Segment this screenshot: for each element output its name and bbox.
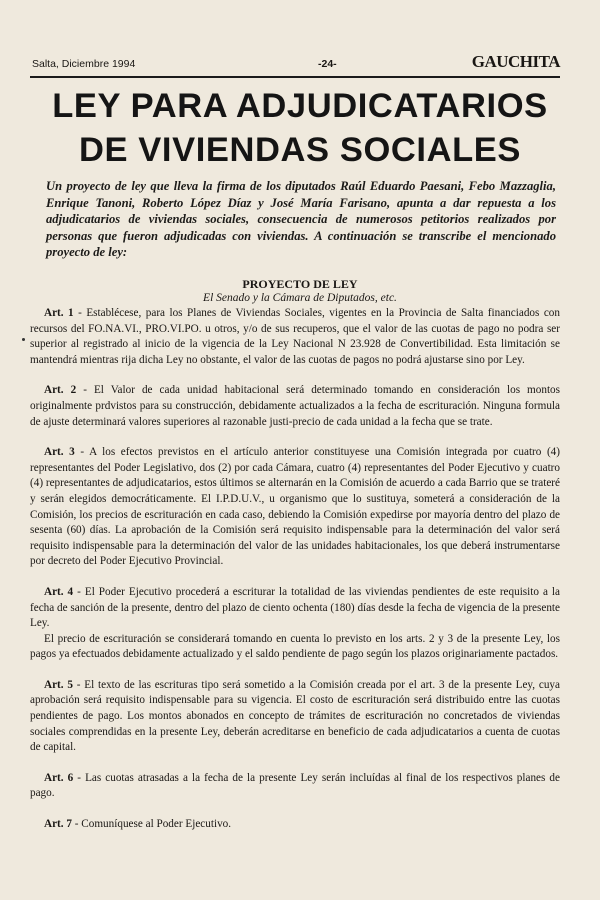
- page-number: -24-: [318, 58, 337, 70]
- page-header: [30, 52, 560, 78]
- ink-dot: [22, 338, 25, 341]
- label-separator: -: [71, 818, 82, 831]
- article-paragraph: [30, 678, 560, 756]
- headline-line-1: LEY PARA ADJUDICATARIOS: [52, 87, 548, 125]
- article-text: El precio de escrituración se considerará tomando en cuenta lo previsto en los arts. 2 y 3 de la presente Ley, los pagos ya efectuados debidamente actualizado y el saldo pendiente de pago según los plazos originariamente pactados.: [30, 632, 560, 661]
- article-paragraph: [30, 383, 560, 430]
- intro-paragraph: Un proyecto de ley que lleva la firma de los diputados Raúl Eduardo Paesani, Febo Mazzaglia, Enrique Tanoni, Roberto López Díaz y José María Farisano, apunta a dar repuesta a los adjudicatarios de viviendas sociales, consecuencia de numerosos petitorios realizados por personas que fueron adjudicadas con viviendas. A continuación se transcribe el mencionado proyecto de ley:: [46, 179, 556, 259]
- article: [30, 585, 560, 663]
- article-label: Art. 7: [44, 818, 72, 831]
- label-separator: -: [76, 384, 94, 397]
- article-label: Art. 2: [44, 384, 77, 397]
- label-separator: -: [73, 585, 85, 598]
- article: [30, 817, 560, 833]
- label-separator: -: [72, 678, 85, 691]
- newspaper-logo: GAUCHITA: [471, 52, 560, 71]
- label-separator: -: [74, 446, 90, 459]
- article-paragraph: [30, 771, 560, 802]
- article-label: Art. 1: [44, 307, 74, 319]
- article-text: El Poder Ejecutivo procederá a escriturar la totalidad de las viviendas pendientes de este requisito a la fecha de sanción de la presente, dentro del plazo de ciento ochenta (180) días desde la fecha de vigencia de la presente Ley.: [30, 585, 560, 630]
- article-text: Comuníquese al Poder Ejecutivo.: [81, 818, 232, 831]
- article: [30, 445, 560, 570]
- article-paragraph: [30, 817, 560, 833]
- label-separator: -: [73, 307, 87, 319]
- article-paragraph: [30, 306, 560, 368]
- article-paragraph: [30, 585, 560, 632]
- article-text: El Valor de cada unidad habitacional será determinado tomando en consideración los montos originalmente prdvistos para su construcción, debidamente actualizados a la fecha de escrituración. Ninguna formula de ajuste determinará valores superiores al razonable justi-precio de cada unidad a la fecha que se trate.: [30, 384, 561, 428]
- article-text: El texto de las escrituras tipo será sometido a la Comisión creada por el art. 3 de la presente Ley, cuya aprobación será requisito indispensable para su vigencia. El costo de escrituración será distribuido entre las cuotas pendientes de pago. Los montos abonados en concepto de trámites de escrituración no concretados de viviendas sociales comprendidas en la presente Ley, deberán acreditarse en beneficio de cada adjudicatarios a cuenta de cuotas de capital.: [30, 678, 560, 754]
- article-label: Art. 4: [44, 585, 74, 598]
- article: [30, 383, 560, 430]
- article-paragraph: [30, 632, 560, 663]
- article-text: Las cuotas atrasadas a la fecha de la presente Ley serán incluídas al final de los respectivos planes de pago.: [30, 771, 560, 800]
- article-text: A los efectos previstos en el artículo anterior constituyese una Comisión integrada por cuatro (4) representantes del Poder Legislativo, dos (2) por cada Cámara, cuatro (4) representantes del Poder Ejecutivo y cuatro (4) representantes de adjudicatarios, estos últimos se alternarán en la Comisión de acuerdo a cada Barrio que se trateré y serán elegidos democráticamente. El I.P.D.U.V., u organismo que lo sustituya, someterá a consideración de la Comisión, los precios de escrituración en cada caso, debiendo la Comisión expedirse por mayoría dentro del plazo de sesenta (60) días. La aprobación de la Comisión será requisito indispensable para la determinación del valor será requisito indispensable para la determinación del valor de las unidades habitacionales, los que deberá instrumentarse por decreto del Poder Ejecutivo Provincial.: [30, 446, 561, 568]
- article: [30, 771, 560, 802]
- headline-line-2: DE VIVIENDAS SOCIALES: [78, 131, 521, 169]
- proyecto-heading: PROYECTO DE LEY: [242, 277, 358, 291]
- article-text: Establécese, para los Planes de Viviendas Sociales, vigentes en la Provincia de Salta financiados con recursos del FO.NA.VI., PRO.VI.PO. u otros, y/o de sus recuperos, que el valor de las cuotas de pago no podra ser superior al registrado al inicio de la vigencia de la Ley Nacional N 23.928 de Convertibilidad. Esta limitación se mantendrá mientras rija dicha Ley no obstante, el valor de las cuotas de pagos no podrá ajustarse sino por Ley.: [30, 307, 560, 366]
- article: [30, 678, 560, 756]
- header-date: Salta, Diciembre 1994: [32, 58, 136, 70]
- article: [30, 306, 560, 368]
- article-label: Art. 5: [44, 678, 73, 691]
- article-paragraph: [30, 445, 560, 570]
- senado-line: El Senado y la Cámara de Diputados, etc.: [203, 292, 397, 304]
- article-label: Art. 3: [44, 446, 75, 459]
- label-separator: -: [73, 771, 86, 784]
- article-label: Art. 6: [44, 771, 74, 784]
- articles-body: [30, 306, 560, 848]
